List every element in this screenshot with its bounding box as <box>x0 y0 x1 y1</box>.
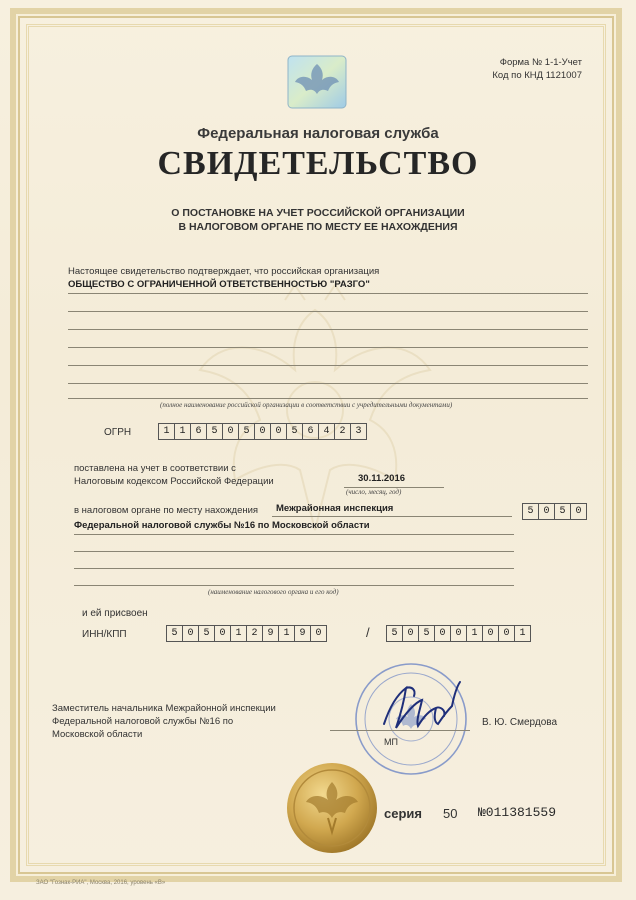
org-line <box>68 329 588 330</box>
ogrn-digit-cell: 1 <box>174 423 191 440</box>
org-intro: Настоящее свидетельство подтверждает, что российская организация <box>68 266 380 277</box>
kpp-digit-cell: 0 <box>402 625 419 642</box>
date-caption: (число, месяц, год) <box>346 488 402 496</box>
ogrn-digit-cell: 5 <box>206 423 223 440</box>
ogrn-digit-cell: 5 <box>286 423 303 440</box>
document-title: СВИДЕТЕЛЬСТВО <box>157 145 479 182</box>
ogrn-cells <box>158 423 366 440</box>
ogrn-digit-cell: 1 <box>158 423 175 440</box>
inn-digit-cell: 5 <box>166 625 183 642</box>
inn-kpp-separator: / <box>366 625 370 640</box>
hologram-emblem-icon <box>286 54 348 110</box>
seal-place-label: МП <box>384 737 398 747</box>
kpp-digit-cell: 1 <box>514 625 531 642</box>
authority-underline <box>74 534 514 535</box>
org-line <box>68 398 588 399</box>
knd-code-line: Код по КНД 1121007 <box>492 70 582 81</box>
org-line <box>68 311 588 312</box>
signatory-title-line: Заместитель начальника Межрайонной инспекции <box>52 703 276 714</box>
kpp-digit-cell: 0 <box>482 625 499 642</box>
org-line <box>68 383 588 384</box>
ogrn-digit-cell: 4 <box>318 423 335 440</box>
inn-cells <box>166 625 326 642</box>
signature-icon <box>376 676 468 738</box>
signatory-name: В. Ю. Смердова <box>482 717 558 728</box>
org-line <box>68 365 588 366</box>
series-label: серия <box>384 806 422 821</box>
authority-caption: (наименование налогового органа и его код) <box>208 588 339 596</box>
signatory-title <box>52 702 276 741</box>
inn-digit-cell: 2 <box>246 625 263 642</box>
inn-digit-cell: 0 <box>310 625 327 642</box>
gold-seal-icon <box>284 760 380 856</box>
form-number-line: Форма № 1-1-Учет <box>499 57 582 68</box>
signatory-title-line: Московской области <box>52 729 143 740</box>
authority-code-cells <box>522 503 586 520</box>
kpp-digit-cell: 1 <box>466 625 483 642</box>
authority-line: Федеральной налоговой службы №16 по Московской области <box>74 520 370 531</box>
authority-code-digit-cell: 5 <box>522 503 539 520</box>
kpp-digit-cell: 5 <box>418 625 435 642</box>
inn-digit-cell: 1 <box>230 625 247 642</box>
authority-line: Межрайонная инспекция <box>276 503 394 514</box>
registration-date: 30.11.2016 <box>358 473 406 484</box>
inn-digit-cell: 9 <box>262 625 279 642</box>
kpp-digit-cell: 5 <box>386 625 403 642</box>
ogrn-digit-cell: 0 <box>254 423 271 440</box>
document-subtitle <box>0 206 636 234</box>
eagle-watermark-icon <box>190 280 440 540</box>
ogrn-digit-cell: 0 <box>270 423 287 440</box>
kpp-cells <box>386 625 530 642</box>
inn-kpp-label: ИНН/КПП <box>82 629 127 640</box>
ogrn-label: ОГРН <box>104 427 132 438</box>
kpp-digit-cell: 0 <box>450 625 467 642</box>
inn-digit-cell: 5 <box>198 625 215 642</box>
org-caption: (полное наименование российской организации в соответствии с учредительными документами) <box>160 401 453 409</box>
org-line <box>68 293 588 294</box>
kpp-digit-cell: 0 <box>434 625 451 642</box>
registration-basis-line: Налоговым кодексом Российской Федерации <box>74 476 274 487</box>
subtitle-line: О ПОСТАНОВКЕ НА УЧЕТ РОССИЙСКОЙ ОРГАНИЗАЦИИ <box>171 207 465 219</box>
inn-digit-cell: 1 <box>278 625 295 642</box>
ogrn-digit-cell: 3 <box>350 423 367 440</box>
authority-code-digit-cell: 0 <box>570 503 587 520</box>
ogrn-digit-cell: 6 <box>302 423 319 440</box>
org-name: ОБЩЕСТВО С ОГРАНИЧЕННОЙ ОТВЕТСТВЕННОСТЬЮ "РАЗГО" <box>68 279 370 290</box>
printer-info: ЗАО "Гознак-РИА", Москва, 2016, уровень «В» <box>36 880 166 886</box>
org-line <box>68 347 588 348</box>
ogrn-digit-cell: 6 <box>190 423 207 440</box>
registration-basis-line: поставлена на учет в соответствии с <box>74 463 236 474</box>
authority-underline <box>272 516 512 517</box>
place-label: в налоговом органе по месту нахождения <box>74 505 259 516</box>
inn-digit-cell: 0 <box>214 625 231 642</box>
subtitle-line: В НАЛОГОВОМ ОРГАНЕ ПО МЕСТУ ЕЕ НАХОЖДЕНИЯ <box>178 221 458 233</box>
inn-digit-cell: 9 <box>294 625 311 642</box>
ogrn-digit-cell: 2 <box>334 423 351 440</box>
inn-digit-cell: 0 <box>182 625 199 642</box>
ogrn-digit-cell: 5 <box>238 423 255 440</box>
ogrn-digit-cell: 0 <box>222 423 239 440</box>
form-number <box>492 56 582 82</box>
authority-code-digit-cell: 5 <box>554 503 571 520</box>
authority-underline <box>74 568 514 569</box>
assigned-label: и ей присвоен <box>82 608 148 619</box>
series-number: 50 <box>443 806 458 821</box>
signature-line <box>330 730 470 731</box>
signatory-title-line: Федеральной налоговой службы №16 по <box>52 716 234 727</box>
kpp-digit-cell: 0 <box>498 625 515 642</box>
authority-underline <box>74 551 514 552</box>
serial-number: №011381559 <box>478 805 557 820</box>
issuing-service: Федеральная налоговая служба <box>197 125 439 142</box>
authority-underline <box>74 585 514 586</box>
authority-code-digit-cell: 0 <box>538 503 555 520</box>
